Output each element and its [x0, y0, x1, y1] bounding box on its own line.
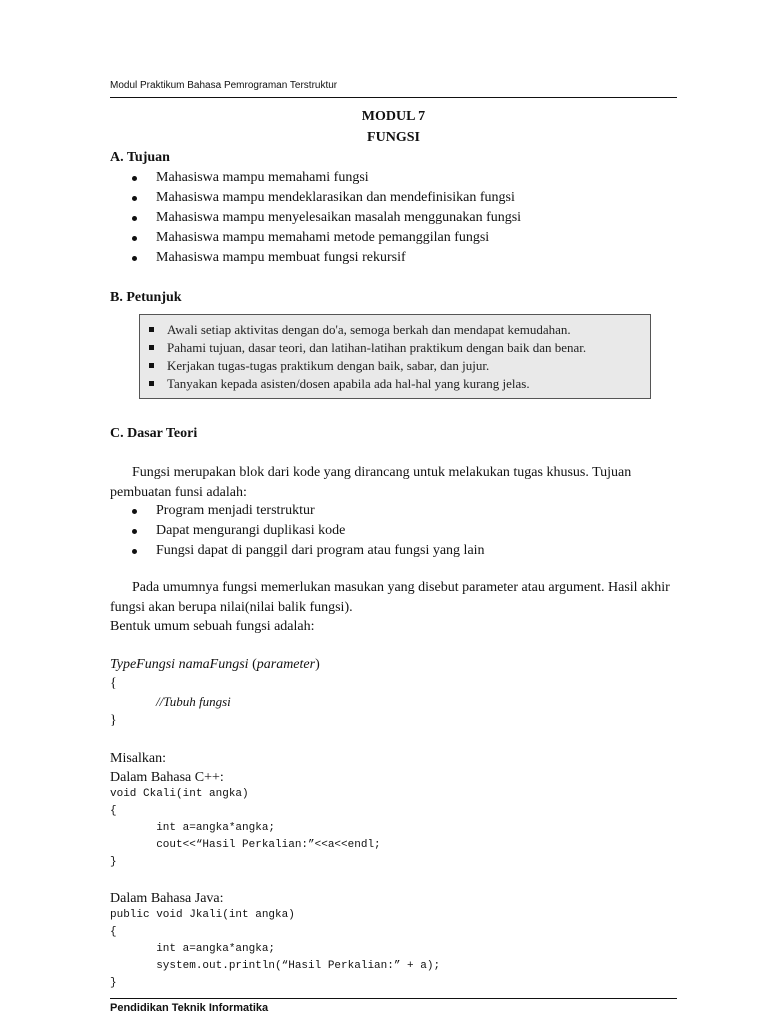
list-item: [140, 321, 650, 339]
list-item: [110, 541, 485, 561]
list-item: [140, 357, 650, 375]
bullet-icon: [149, 363, 154, 368]
list-item-text: Tanyakan kepada asisten/dosen apabila ada hal-hal yang kurang jelas.: [167, 376, 530, 391]
bullet-icon: [132, 236, 137, 241]
cpp-code-block: void Ckali(int angka) { int a=angka*angka; cout<<“Hasil Perkalian:”<<a<<endl; }: [110, 788, 381, 868]
cpp-label: Dalam Bahasa C++:: [110, 770, 224, 785]
list-item: [110, 521, 485, 541]
list-item-text: Mahasiswa mampu memahami metode pemanggilan fungsi: [156, 230, 490, 245]
list-item: [110, 248, 521, 268]
running-footer: Pendidikan Teknik Informatika: [110, 1002, 269, 1014]
misalkan-label: Misalkan:: [110, 751, 166, 766]
petunjuk-box: [139, 314, 651, 399]
general-form-close-brace: }: [110, 713, 117, 728]
bullet-icon: [132, 529, 137, 534]
bullet-icon: [132, 196, 137, 201]
list-item: [110, 168, 521, 188]
parameter-paragraph: Pada umumnya fungsi memerlukan masukan yang disebut parameter atau argument. Hasil akhir fungsi akan berupa nilai(nilai balik fungsi).: [110, 580, 670, 615]
list-item-text: Dapat mengurangi duplikasi kode: [156, 523, 346, 538]
parameter-text: parameter: [256, 657, 316, 672]
general-form-body: //Tubuh fungsi: [156, 694, 231, 709]
list-item: [110, 208, 521, 228]
list-item-text: Mahasiswa mampu membuat fungsi rekursif: [156, 250, 406, 265]
bullet-icon: [132, 549, 137, 554]
section-heading-dasar-teori: C. Dasar Teori: [110, 426, 198, 441]
close-paren: ): [315, 657, 320, 672]
list-item-text: Pahami tujuan, dasar teori, dan latihan-latihan praktikum dengan baik dan benar.: [167, 340, 587, 355]
list-item-text: Awali setiap aktivitas dengan do'a, semoga berkah dan mendapat kemudahan.: [167, 322, 571, 337]
open-paren: (: [248, 657, 257, 672]
section-heading-petunjuk: B. Petunjuk: [110, 290, 182, 305]
section-heading-tujuan: A. Tujuan: [110, 150, 170, 165]
list-item-text: Mahasiswa mampu mendeklarasikan dan mendefinisikan fungsi: [156, 190, 515, 205]
bullet-icon: [132, 509, 137, 514]
footer-rule: [110, 998, 677, 999]
bullet-icon: [149, 327, 154, 332]
list-item-text: Mahasiswa mampu menyelesaikan masalah menggunakan fungsi: [156, 210, 522, 225]
bullet-icon: [132, 176, 137, 181]
list-item-text: Kerjakan tugas-tugas praktikum dengan baik, sabar, dan jujur.: [167, 358, 490, 373]
bullet-icon: [132, 256, 137, 261]
general-form-signature: [110, 655, 670, 675]
list-item-text: Mahasiswa mampu memahami fungsi: [156, 170, 369, 185]
intro-paragraph: Fungsi merupakan blok dari kode yang dirancang untuk melakukan tugas khusus. Tujuan pembuatan funsi adalah:: [110, 465, 632, 500]
list-item: [110, 228, 521, 248]
java-code-block: public void Jkali(int angka) { int a=angka*angka; system.out.println(“Hasil Perkalian:” + a); }: [110, 909, 441, 989]
bullet-icon: [149, 345, 154, 350]
list-item: [110, 188, 521, 208]
list-item: [110, 501, 485, 521]
list-item-text: Program menjadi terstruktur: [156, 503, 315, 518]
java-label: Dalam Bahasa Java:: [110, 891, 224, 906]
petunjuk-list: [140, 321, 650, 393]
general-form-open-brace: {: [110, 676, 117, 691]
running-header: Modul Praktikum Bahasa Pemrograman Terstruktur: [110, 80, 338, 91]
header-rule: [110, 97, 677, 98]
type-fungsi-text: TypeFungsi namaFungsi: [110, 657, 249, 672]
bullet-icon: [149, 381, 154, 386]
tujuan-list: [110, 168, 521, 268]
list-item: [140, 375, 650, 393]
module-number: MODUL 7: [361, 109, 426, 124]
bullet-icon: [132, 216, 137, 221]
module-title: FUNGSI: [367, 130, 420, 145]
list-item-text: Fungsi dapat di panggil dari program atau fungsi yang lain: [156, 543, 485, 558]
tujuan-fungsi-list: [110, 501, 485, 561]
general-form-intro: Bentuk umum sebuah fungsi adalah:: [110, 619, 315, 634]
list-item: [140, 339, 650, 357]
